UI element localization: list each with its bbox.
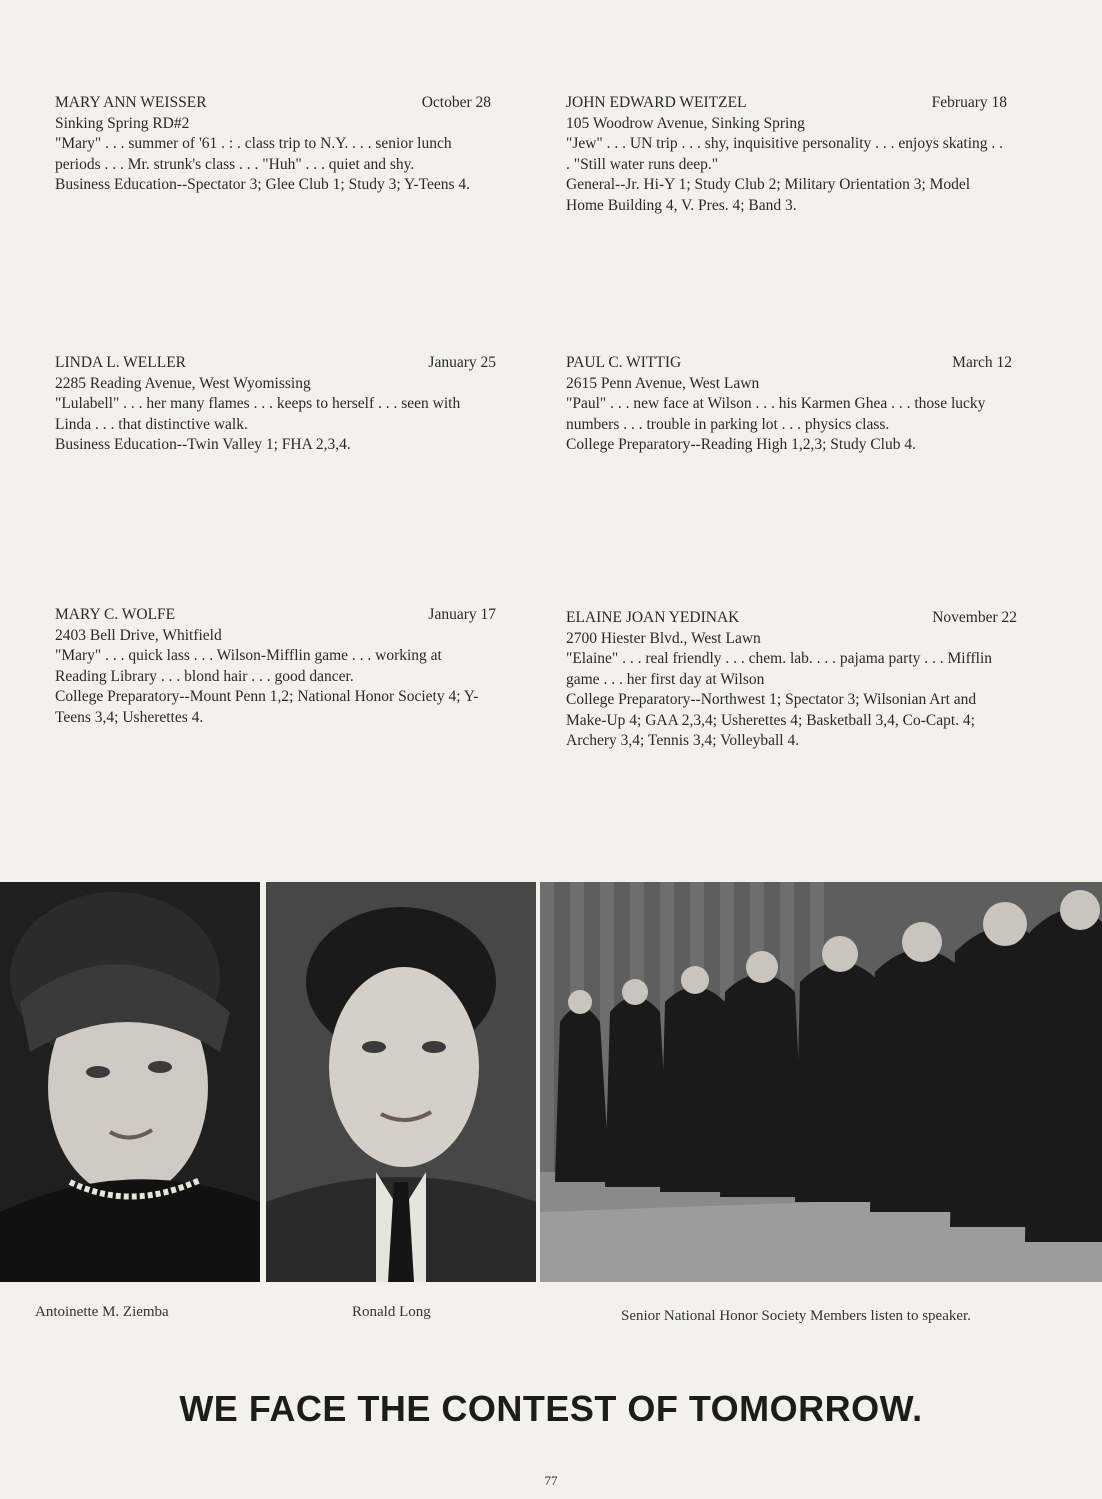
portrait-girl-illustration bbox=[0, 882, 260, 1282]
portrait-photo-boy bbox=[266, 882, 536, 1282]
honor-society-photo bbox=[540, 882, 1102, 1282]
entry-date: October 28 bbox=[421, 94, 491, 111]
portrait-boy-illustration bbox=[266, 882, 536, 1282]
entry-name: ELAINE JOAN YEDINAK bbox=[566, 609, 740, 626]
entry-address: Sinking Spring RD#2 bbox=[55, 114, 190, 132]
page-number: 77 bbox=[544, 1473, 558, 1488]
page-headline: WE FACE THE CONTEST OF TOMORROW. bbox=[179, 1388, 923, 1429]
entry-address: 105 Woodrow Avenue, Sinking Spring bbox=[566, 114, 805, 132]
entry-description: "Mary" . . . quick lass . . . Wilson-Mifflin game . . . working at Reading Library . . . blond hair . . . good dancer. bbox=[55, 647, 442, 685]
entry-address: 2615 Penn Avenue, West Lawn bbox=[566, 374, 760, 392]
entry-date: November 22 bbox=[932, 609, 1017, 626]
entry-description: "Lulabell" . . . her many flames . . . keeps to herself . . . seen with Linda . . . that distinctive walk. bbox=[55, 395, 461, 433]
entry-date: February 18 bbox=[931, 94, 1007, 111]
senior-entry-5 bbox=[55, 605, 496, 728]
entry-date: March 12 bbox=[952, 354, 1012, 371]
entry-activities: College Preparatory--Northwest 1; Spectator 3; Wilsonian Art and Make-Up 4; GAA 2,3,4; Usherettes 4; Basketball 3,4, Co-Capt. 4; Archery 3,4; Tennis 3,4; Volleyball 4. bbox=[566, 691, 977, 749]
senior-entry-1 bbox=[55, 93, 491, 196]
entry-date: January 17 bbox=[428, 606, 496, 623]
entry-name: JOHN EDWARD WEITZEL bbox=[566, 94, 747, 111]
honor-society-illustration bbox=[540, 882, 1102, 1282]
portrait-photo-girl bbox=[0, 882, 260, 1282]
senior-entry-6 bbox=[566, 608, 1017, 752]
entry-activities: Business Education--Twin Valley 1; FHA 2,3,4. bbox=[55, 436, 351, 453]
senior-entry-3 bbox=[55, 353, 496, 456]
entry-date: January 25 bbox=[428, 354, 496, 371]
entry-address: 2700 Hiester Blvd., West Lawn bbox=[566, 629, 761, 647]
senior-entry-4 bbox=[566, 353, 1012, 456]
entry-activities: General--Jr. Hi-Y 1; Study Club 2; Military Orientation 3; Model Home Building 4, V. Pres. 4; Band 3. bbox=[566, 176, 971, 214]
entry-activities: Business Education--Spectator 3; Glee Club 1; Study 3; Y-Teens 4. bbox=[55, 176, 471, 193]
entry-description: "Elaine" . . . real friendly . . . chem. lab. . . . pajama party . . . Mifflin game . . . her first day at Wilson bbox=[566, 650, 993, 688]
entry-activities: College Preparatory--Mount Penn 1,2; National Honor Society 4; Y-Teens 3,4; Usherettes 4. bbox=[55, 688, 479, 726]
entry-description: "Jew" . . . UN trip . . . shy, inquisitive personality . . . enjoys skating . . . "Still water runs deep." bbox=[566, 135, 1004, 173]
entry-description: "Paul" . . . new face at Wilson . . . his Karmen Ghea . . . those lucky numbers . . . trouble in parking lot . . . physics class. bbox=[566, 395, 986, 433]
caption-left: Antoinette M. Ziemba bbox=[35, 1304, 169, 1320]
entry-name: LINDA L. WELLER bbox=[55, 354, 187, 371]
entry-activities: College Preparatory--Reading High 1,2,3; Study Club 4. bbox=[566, 436, 916, 453]
entry-name: MARY C. WOLFE bbox=[55, 606, 176, 623]
caption-middle: Ronald Long bbox=[352, 1304, 431, 1320]
entry-address: 2285 Reading Avenue, West Wyomissing bbox=[55, 374, 311, 392]
entry-name: MARY ANN WEISSER bbox=[55, 94, 207, 111]
entry-description: "Mary" . . . summer of '61 . : . class trip to N.Y. . . . senior lunch periods . . . Mr. strunk's class . . . "Huh" . . . quiet and shy. bbox=[55, 135, 452, 173]
entry-address: 2403 Bell Drive, Whitfield bbox=[55, 626, 222, 644]
caption-right: Senior National Honor Society Members listen to speaker. bbox=[621, 1308, 971, 1324]
senior-entry-2 bbox=[566, 93, 1007, 216]
entry-name: PAUL C. WITTIG bbox=[566, 354, 682, 371]
